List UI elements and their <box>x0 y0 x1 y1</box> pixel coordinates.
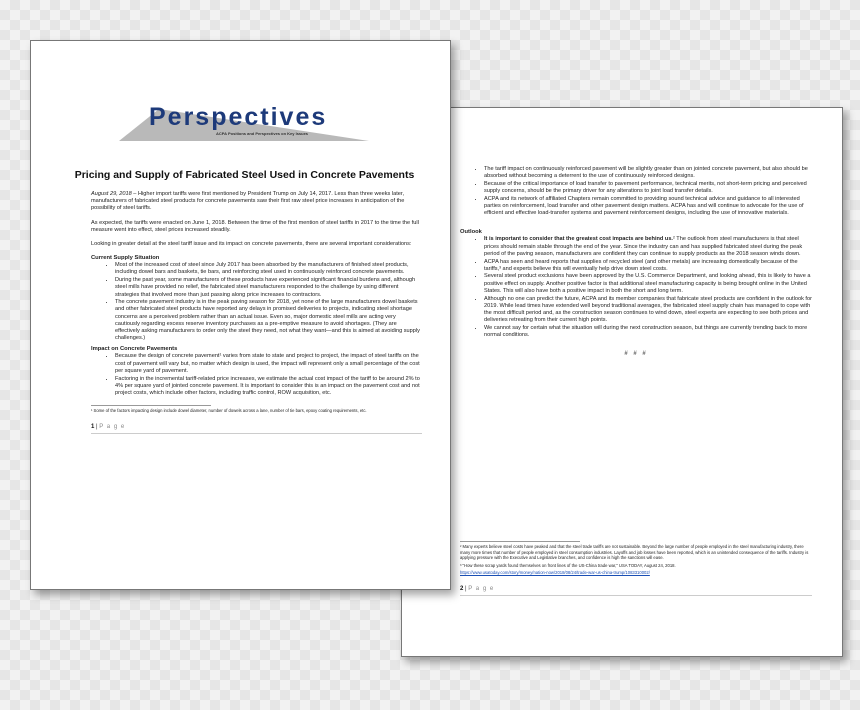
page-number: 1 | P a g e <box>91 423 126 430</box>
list-item: • Several steel product exclusions have been approved by the U.S. Commerce Department, and looking ahead, this is likely to have a positive effect on supply. Another positive factor is that additional steel manufacturing capacity is being brought online in the United States. This will also have both a positive impact in both the short and long term. <box>484 273 812 295</box>
perspectives-logo <box>119 103 369 141</box>
impact-bullet-list <box>91 353 422 397</box>
footnote-divider <box>460 541 580 542</box>
list-item: • We cannot say for certain what the situation will during the next construction season, but things are currently trending back to more normal conditions. <box>484 325 812 339</box>
page2-footnotes <box>460 533 812 596</box>
footnote-3: ³ "How these scrap yards found themselves on front lines of the US-China trade war," USA TODAY, August 24, 2018. <box>460 562 676 568</box>
list-item: • ACPA and its network of affiliated Chapters remain committed to providing sound technical advice and guidance to all interested parties on reinforcement, load transfer and other pavement design matters. ACPA has and will continue to advocate for the use of efficient and effective load-transfer systems and pavement reinforcement designs, including the use of innovative materials. <box>484 196 812 218</box>
footnote-1: ¹ Some of the factors impacting design include dowel diameter, number of dowels across a lane, number of tie bars, epoxy coating requirements, etc. <box>91 408 367 414</box>
end-mark: # # # <box>624 351 648 358</box>
list-item: • During the past year, some manufacturers of these products have experienced significant financial burdens and, although steel mills have provided no relief, the fabricated steel manufacturers responded to the challenge by using different strategies that involved more than just passing along price increases to contractors. <box>115 277 422 299</box>
footnote-3-link[interactable]: https://www.usatoday.com/story/money/nation-now/2018/08/24/trade-war-us-china-trump/1083310002/ <box>460 570 650 575</box>
footnote-2: ² Many experts believe steel costs have peaked and that the steel trade tariffs are not sustainable. Beyond the large number of people employed in the steel manufacturing industry, there many more times that number of people employed in steel consumption industries. Layoffs and job losses have been reported, which is an unintended consequence of the tariffs. Industry is applying pressure with the Executive and Legislative branches, and confidence is high the sanctions will ease. <box>460 544 809 560</box>
section-heading-supply: Current Supply Situation <box>91 255 160 262</box>
document-page-1 <box>30 40 451 590</box>
document-title: Pricing and Supply of Fabricated Steel Used in Concrete Pavements <box>74 169 415 181</box>
intro-date: August 29, 2018 <box>91 191 132 197</box>
list-item: • ACPA has seen and heard reports that supplies of recycled steel (and other metals) are increasing domestically because of the tariffs,³ and experts believe this will eventually help drive down steel costs. <box>484 259 812 273</box>
supply-bullet-list <box>91 262 422 342</box>
list-item: • Factoring in the incremental tariff-related price increases, we estimate the actual cost impact of the tariff to be around 2% to 4% per square yard of jointed concrete pavement. It is important to consider this is an impact on the pavement cost and not project costs, which include other factors, including traffic control, ROW acquisition, etc. <box>115 376 422 398</box>
list-item: • The concrete pavement industry is in the peak paving season for 2018, yet none of the large manufacturers dowel baskets and other fabricated steel products have reported any delays in promised deliveries to projects, indicating steel shortage concerns are a perceived problem rather than an actual issue. Even so, major domestic steel mills are acting very cautiously regarding excess reserve inventory purchases as a pre-emptive measure to avoid shortages. (They are effectively asking manufacturers to order only the steel they need, not what they want—and this is aimed at avoiding supply challenges.) <box>115 299 422 342</box>
intro-paragraph <box>91 191 422 213</box>
section-heading-impact: Impact on Concrete Pavements <box>91 346 178 353</box>
page-word: P a g e <box>468 585 495 592</box>
list-item <box>484 236 812 258</box>
outlook-emphasis: It is important to consider that the greatest cost impacts are behind us. <box>484 236 673 243</box>
page-number-value: 2 <box>460 585 464 592</box>
footnote-divider <box>91 405 211 406</box>
list-item: • Because of the critical importance of load transfer to pavement performance, technical merits, not short-term pricing and perceived supply concerns, should be the primary driver for any alterations to joint load transfer details. <box>484 181 812 195</box>
intro-text: – Higher import tariffs were first mentioned by President Trump on July 14, 2017. Less than three weeks later, manufacturers of fabricated steel products for concrete pavements saw their first raw steel price increases in anticipation of the possibility of steel tariffs. <box>91 191 405 212</box>
list-item: • Most of the increased cost of steel since July 2017 has been absorbed by the manufacturers of finished steel products, including dowel bars and baskets, tie bars, and reinforcing steel used in continuously reinforced concrete pavements. <box>115 262 422 276</box>
document-page-2 <box>401 107 843 657</box>
paragraph-3: Looking in greater detail at the steel tariff issue and its impact on concrete pavements, there are several important considerations: <box>91 241 412 248</box>
list-item: • The tariff impact on continuously reinforced pavement will be slightly greater than on jointed concrete pavement, but also should be absorbed without becoming a deterrent to the use of continuously reinforced designs. <box>484 166 812 180</box>
list-item: • Although no one can predict the future, ACPA and its member companies that fabricate steel products are confident in the outlook for 2019. While lead times have extended well beyond traditional averages, the fabricated steel supply chain has managed to cope with the most difficult period and, as the construction season continues to wind down, steel experts are expecting to see both prices and deliveries retreating from their current high points. <box>484 296 812 325</box>
page-number-value: 1 <box>91 423 95 430</box>
paragraph-2: As expected, the tariffs were enacted on June 1, 2018. Between the time of the first mention of steel tariffs in 2017 to the time the full measure went into effect, steel prices increased steadily. <box>91 219 419 233</box>
logo-wordmark: Perspectives <box>149 103 328 131</box>
page-number: 2 | P a g e <box>460 585 495 592</box>
page-footer-rule <box>460 595 812 596</box>
page-word: P a g e <box>99 423 126 430</box>
outlook-bullet-list <box>460 236 812 339</box>
outlook-first-text: ² The outlook from steel manufacturers is that steel prices should remain stable through the end of the year. Since the industry can and has supplied fabricated steel during the peak period of the paving season, manufacturers are confident they can continue to supply products as the 2018 season winds down. <box>484 236 803 257</box>
list-item: • Because the design of concrete pavement¹ varies from state to state and project to project, the impact of steel tariffs on the cost of pavement will vary but, no matter which design is used, the impact will represent only a small percentage of the cost per square yard of pavement. <box>115 353 422 375</box>
page2-top-bullet-list <box>460 166 812 217</box>
outlook-heading: Outlook <box>460 229 482 236</box>
footnote-3-link-line <box>460 570 812 576</box>
page-footer-rule <box>91 433 422 434</box>
logo-tagline: ACPA Positions and Perspectives on Key Issues <box>216 131 309 136</box>
